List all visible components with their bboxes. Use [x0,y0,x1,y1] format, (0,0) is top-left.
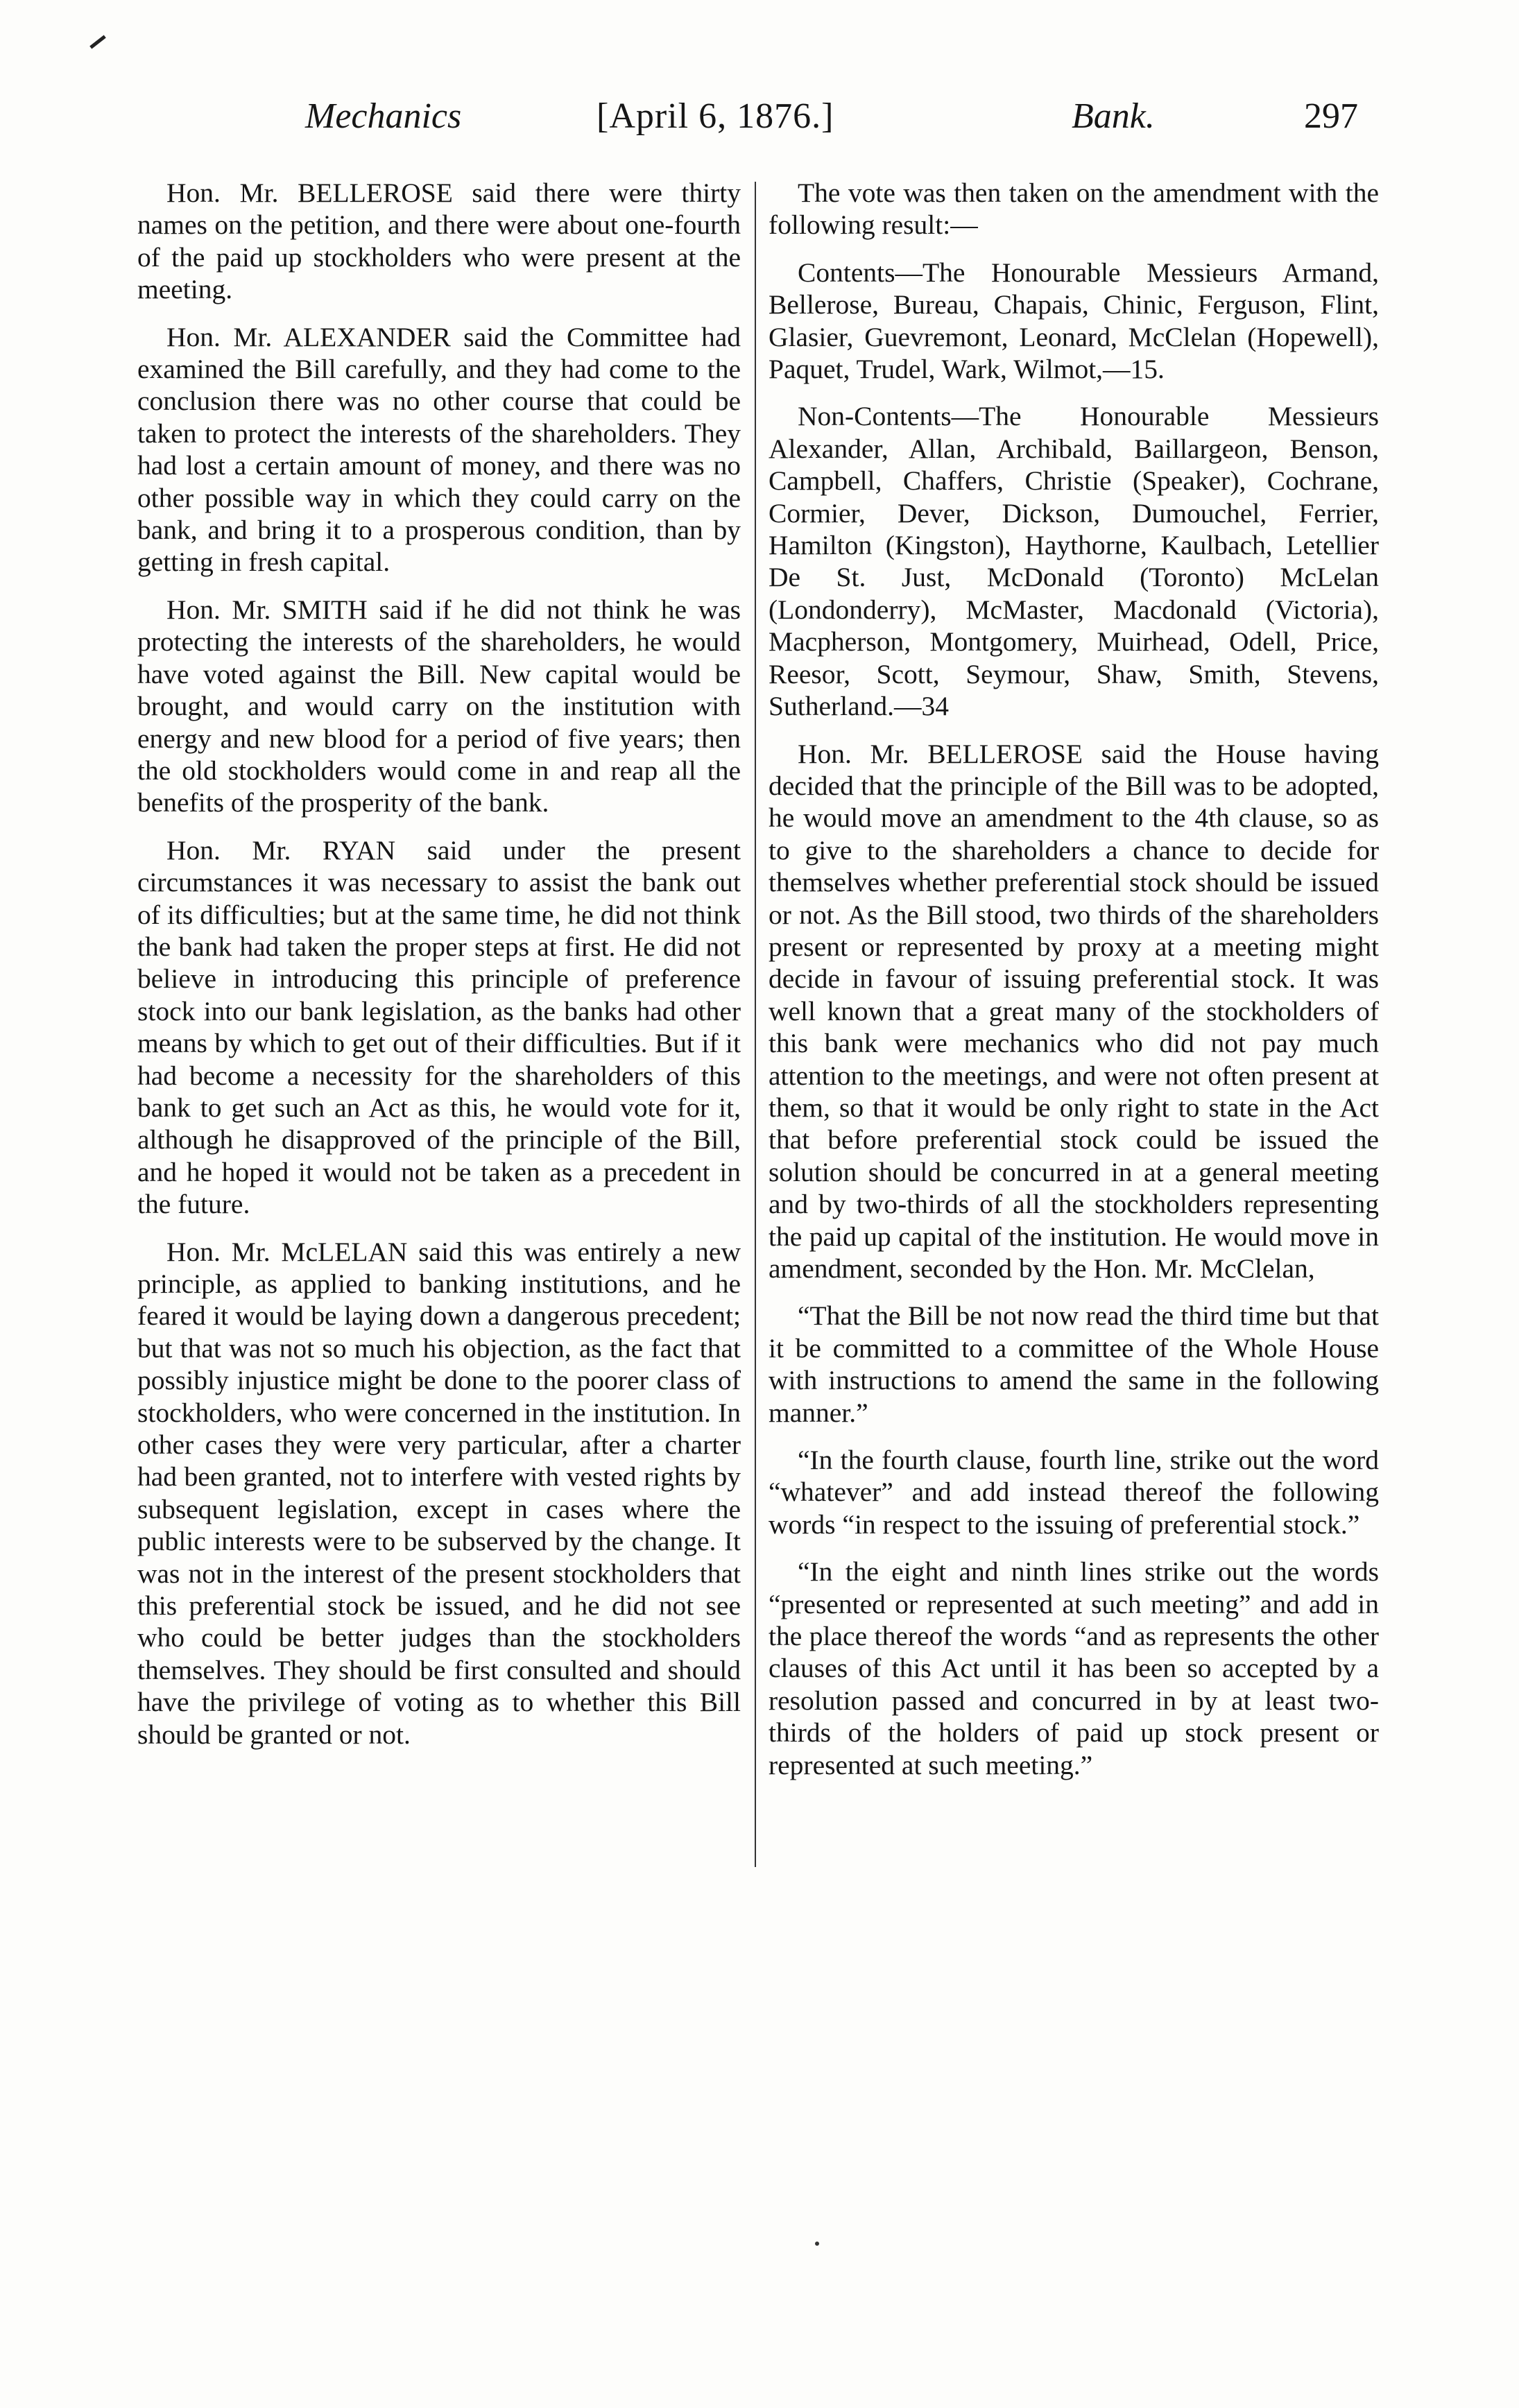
right-column [769,177,1379,1796]
paragraph-bellerose-amendment: Hon. Mr. BELLEROSE said the House having decided that the principle of the Bill was to be adopted, he would move an amendment to the 4th clause, so as to give to the shareholders a chance to decide for themselves whether preferential stock should be issued or not. As the Bill stood, two thirds of the shareholders present or represented by proxy at a meeting might decide in favour of issuing preferential stock. It was well known that a great many of the stockholders of this bank were mechanics who did not pay much attention to the meetings, and were not often present at them, so that it would be only right to state in the Act that before preferential stock could be issued the solution should be concurred in at a general meeting and by two-thirds of all the stockholders representing the paid up capital of the institution. He would move in amendment, seconded by the Hon. Mr. McClelan, [769,738,1379,1284]
non-contents-list: Non-Contents—The Honourable Messieurs Alexander, Allan, Archibald, Baillargeon, Benson, Campbell, Chaffers, Christie (Speaker), Cochrane, Cormier, Dever, Dickson, Dumouchel, Ferrier, Hamilton (Kingston), Haythorne, Kaulbach, Letellier De St. Just, McDonald (Toronto) McLelan (Londonderry), McMaster, Macdonald (Victoria), Macpherson, Montgomery, Muirhead, Odell, Price, Reesor, Scott, Seymour, Shaw, Smith, Stevens, Sutherland.—34 [769,401,1379,722]
page-dot-mark [815,2242,819,2246]
contents-list: Contents—The Honourable Messieurs Armand, Bellerose, Bureau, Chapais, Chinic, Ferguson, Flint, Glasier, Guevremont, Leonard, McClelan (Hopewell), Paquet, Trudel, Wark, Wilmot,—15. [769,257,1379,385]
paragraph-alexander: Hon. Mr. ALEXANDER said the Committee had examined the Bill carefully, and they had come to the conclusion there was no other course that could be taken to protect the interests of the shareholders. They had lost a certain amount of money, and there was no other possible way in which they could carry on the bank, and bring it to a prosperous condition, than by getting in fresh capital. [137,321,741,578]
left-column [137,177,741,1766]
paragraph-ryan: Hon. Mr. RYAN said under the present circumstances it was necessary to assist the bank out of its difficulties; but at the same time, he did not think the bank had taken the proper steps at first. He did not believe in introducing this principle of preference stock into our bank legislation, as the banks had other means by which to get out of their difficulties. But if it had become a necessity for the shareholders of this bank to get such an Act as this, he would vote for it, although he disapproved of the principle of the Bill, and he hoped it would not be taken as a precedent in the future. [137,834,741,1220]
page-number: 297 [1304,96,1358,136]
running-header [0,96,1519,151]
margin-tick-mark [89,35,106,49]
header-topic: Bank. [1072,96,1155,136]
paragraph-bellerose-petition: Hon. Mr. BELLEROSE said there were thirty names on the petition, and there were about one-fourth of the paid up stockholders who were present at the meeting. [137,178,741,305]
header-date: [April 6, 1876.] [597,96,834,136]
quote-fourth-clause: “In the fourth clause, fourth line, strike out the word “whatever” and add instead thereof the following words “in respect to the issuing of preferential stock.” [769,1445,1379,1540]
quote-motion: “That the Bill be not now read the third time but that it be committed to a committee of the Whole House with instructions to amend the same in the following manner.” [769,1300,1379,1428]
paragraph-vote-intro: The vote was then taken on the amendment with the following result:— [769,178,1379,241]
paragraph-smith: Hon. Mr. SMITH said if he did not think he was protecting the interests of the shareholders, he would have voted against the Bill. New capital would be brought, and would carry on the institution with energy and new blood for a period of five years; then the old stockholders would come in and reap all the benefits of the prosperity of the bank. [137,594,741,818]
column-divider [755,182,756,1867]
paragraph-mclelan: Hon. Mr. McLELAN said this was entirely a new principle, as applied to banking institutions, and he feared it would be laying down a dangerous precedent; but that was not so much his objection, as the fact that possibly injustice might be done to the poorer class of stockholders, who were concerned in the institution. In other cases they were very particular, after a charter had been granted, not to interfere with vested rights by subsequent legislation, except in cases where the public interests were to be subserved by the change. It was not in the interest of the present stockholders that this preferential stock be issued, and he did not see who could be better judges than the stockholders themselves. They should be first consulted and should have the privilege of voting as to whether this Bill should be granted or not. [137,1236,741,1750]
quote-eighth-ninth-lines: “In the eight and ninth lines strike out the words “presented or represented at such meeting” and add in the place thereof the words “and as represents the other clauses of this Act until it has been so accepted by a resolution passed and concurred in by at least two-thirds of the holders of paid up stock present or represented at such meeting.” [769,1556,1379,1780]
header-section-title: Mechanics [305,96,462,136]
